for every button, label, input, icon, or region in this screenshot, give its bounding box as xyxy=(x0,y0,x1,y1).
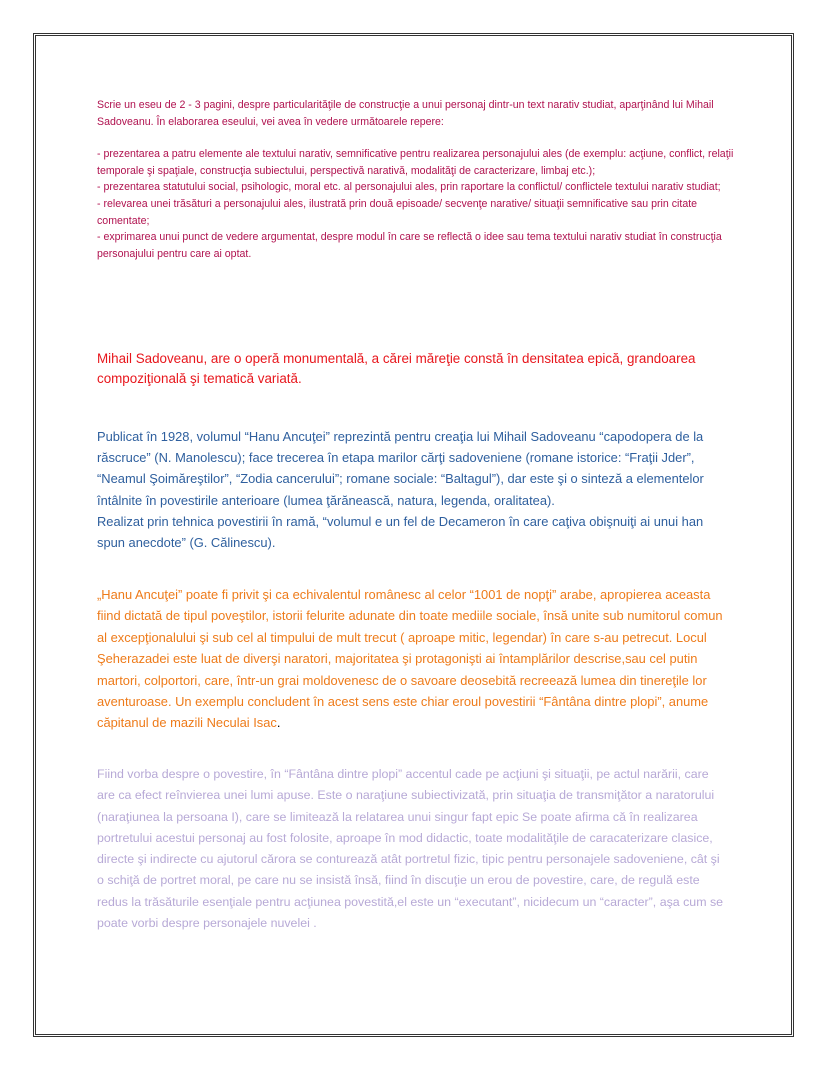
intro-paragraph: Mihail Sadoveanu, are o operă monumentală, a cărei măreţie constă în densitatea epică, grandoarea compoziţională şi tematică variată. xyxy=(97,351,696,386)
prompt-item: - relevarea unei trăsături a personajului ales, ilustrată prin două episoade/ secvenţe narative/ situaţii semnificative sau prin citate comentate; xyxy=(97,197,698,227)
document-body xyxy=(97,97,737,931)
prompt-instructions: Scrie un eseu de 2 - 3 pagini, despre particularităţile de construcţie a unui personaj dintr-un text narativ studiat, aparţinând lui Mihail Sadoveanu. În elaborarea eseului, vei avea în vedere următoarele repere: xyxy=(97,99,714,128)
prompt-item: - prezentarea a patru elemente ale textului narativ, semnificative pentru realizarea personajului ales (de exemplu: acţiune, conflict, relaţii temporale şi spaţiale, construcţia subiectului, perspectivă narativă, modalităţi de caracterizare, limbaj etc.); xyxy=(97,148,734,177)
prompt-item: - exprimarea unui punct de vedere argumentat, despre modul în care se reflectă o idee sau tema textului narativ studiat în construcţia personajului pentru care ai optat. xyxy=(97,231,722,260)
frame-story-paragraph: Realizat prin tehnica povestirii în ramă, “volumul e un fel de Decameron în care caţiva obişnuiţi ai unui han spun anecdote” (G. Călinescu). xyxy=(97,513,704,551)
prompt-item: - prezentarea statutului social, psihologic, moral etc. al personajului ales, prin raportare la conflictul/ conflictele textului narativ studiat; xyxy=(97,181,721,194)
analysis-paragraph: Fiind vorba despre o povestire, în “Fântâna dintre plopi” accentul cade pe acţiuni şi situaţii, pe actul narării, care are ca efect reînvierea unei lumi apuse. Este o naraţiune subiectivizată, prin situaţia de transmiţător a naratorului (naraţiunea la persoana I), care se limitează la relatarea unui singur fapt epic Se poate afirma că în realizarea portretului acestui personaj au fost folosite, aproape în mod didactic, toate modalităţile de caracaterizare clasice, directe şi indirecte cu ajutorul cărora se conturează atât portretul fizic, tipic pentru personajele sadoveniene, cât şi o schiţă de portret moral, pe care nu se insistă însă, fiind în discuţie un erou de povestire, care, de regulă este redus la trăsăturile esenţiale pentru acţiunea povestită,el este un “executant”, nicidecum un “caracter”, aşa cum se poate vorbi despre personajele nuvelei . xyxy=(97,767,724,931)
comparison-text: „Hanu Ancuţei” poate fi privit şi ca echivalentul românesc al celor “1001 de nopţi” arabe, apropierea aceasta fiind dictată de tipul poveştilor, istorii felurite adunate din toate mediile sociale, însă unite sub numitorul comun al excepţionalului şi sub cel al timpului de mult trecut ( aproape mitic, legendar) în care s-au petrecut. Locul Şeherazadei este luat de diverşi naratori, majoritatea şi protagonişti ai întamplărilor descrise,sau cel putin martori, colportori, care, într-un grai moldovenesc de o savoare deosebită recreează lumea din tinereţile lor aventuroase. Un exemplu concludent în acest sens este chiar eroul povestirii “Fântâna dintre plopi”, anume căpitanul de mazili Neculai Isac xyxy=(97,587,723,731)
comparison-paragraph xyxy=(97,584,729,734)
prompt-gap xyxy=(97,130,737,146)
context-paragraph: Publicat în 1928, volumul “Hanu Ancuţei” reprezintă pentru creaţia lui Mihail Sadoveanu “capodopera de la răscruce” (N. Manolescu); face trecerea în etapa marilor cărţi sadoveniene (romane istorice: “Fraţii Jder”, “Neamul Şoimăreştilor”, “Zodia cancerului”; romane sociale: “Baltagul”), dar este şi o sinteză a elementelor întâlnite în povestirile anterioare (lumea ţărănească, natura, legenda, oralitatea). xyxy=(97,429,704,508)
context-section xyxy=(97,426,729,553)
essay-prompt xyxy=(97,97,737,262)
comparison-end-dot: . xyxy=(276,715,281,731)
